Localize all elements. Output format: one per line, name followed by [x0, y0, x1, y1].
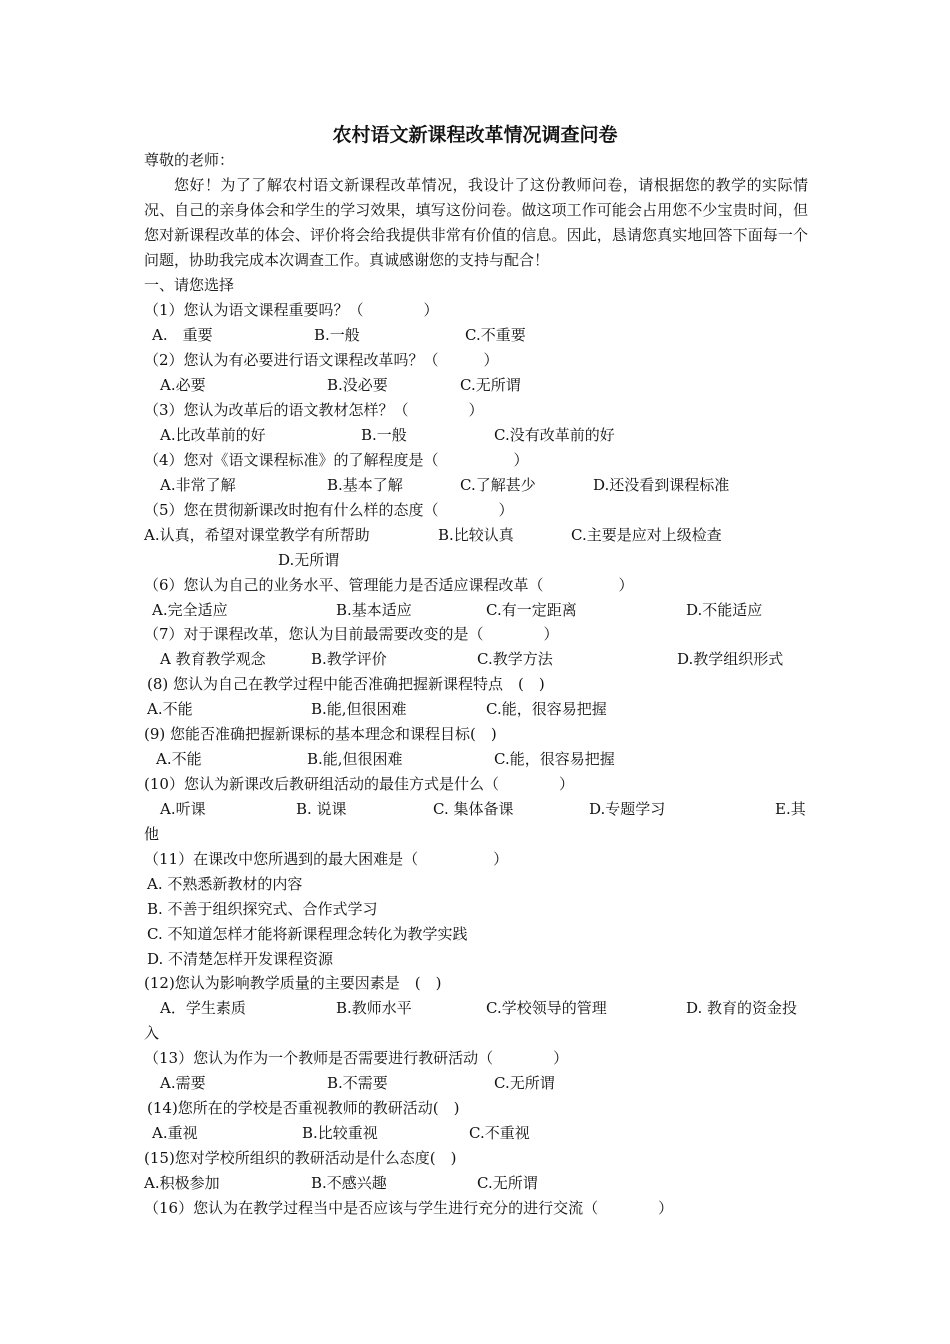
q12-option-b: B.教师水平 — [336, 999, 412, 1017]
question-10: (10）您认为新课改后教研组活动的最佳方式是什么（ ） — [144, 775, 574, 793]
q3-option-a: A.比改革前的好 — [160, 426, 266, 444]
question-11: （11）在课改中您所遇到的最大困难是（ ） — [144, 850, 509, 868]
q7-option-b: B.教学评价 — [311, 650, 387, 668]
q12-option-d-cont: 入 — [144, 1024, 160, 1042]
q10-option-d: D.专题学习 — [589, 800, 666, 818]
q4-option-c: C.了解甚少 — [460, 476, 536, 494]
q12-option-a: A．学生素质 — [160, 999, 246, 1017]
q5-option-a: A.认真，希望对课堂教学有所帮助 — [144, 526, 370, 544]
greeting: 尊敬的老师： — [144, 151, 235, 169]
q10-option-b: B. 说课 — [296, 800, 347, 818]
question-6: （6）您认为自己的业务水平、管理能力是否适应课程改革（ ） — [144, 576, 634, 594]
q3-option-b: B.一般 — [361, 426, 407, 444]
q2-option-c: C.无所谓 — [460, 376, 521, 394]
q15-option-c: C.无所谓 — [477, 1174, 538, 1192]
question-1: （1）您认为语文课程重要吗？（ ） — [144, 301, 439, 319]
question-9: (9) 您能否准确把握新课标的基本理念和课程目标( ) — [144, 725, 497, 743]
q7-option-d: D.教学组织形式 — [677, 650, 784, 668]
q13-option-a: A.需要 — [160, 1074, 206, 1092]
q8-option-a: A.不能 — [147, 700, 193, 718]
question-7: （7）对于课程改革，您认为目前最需要改变的是（ ） — [144, 625, 559, 643]
q14-option-c: C.不重视 — [469, 1124, 530, 1142]
document-title: 农村语文新课程改革情况调查问卷 — [332, 124, 618, 146]
q9-option-c: C.能，很容易把握 — [494, 750, 615, 768]
q8-option-c: C.能，很容易把握 — [486, 700, 607, 718]
q2-option-a: A.必要 — [160, 376, 206, 394]
question-16: （16）您认为在教学过程当中是否应该与学生进行充分的进行交流（ ） — [144, 1199, 674, 1217]
question-13: （13）您认为作为一个教师是否需要进行教研活动（ ） — [144, 1049, 569, 1067]
q4-option-d: D.还没看到课程标准 — [593, 476, 730, 494]
q2-option-b: B.没必要 — [327, 376, 388, 394]
q7-option-a: A 教育教学观念 — [160, 650, 266, 668]
q5-option-d: D.无所谓 — [278, 551, 340, 569]
q11-option-a: A. 不熟悉新教材的内容 — [147, 875, 303, 893]
q4-option-b: B.基本了解 — [327, 476, 403, 494]
question-12: (12)您认为影响教学质量的主要因素是 ( ) — [144, 974, 442, 992]
q11-option-d: D. 不清楚怎样开发课程资源 — [147, 950, 334, 968]
q7-option-c: C.教学方法 — [477, 650, 553, 668]
q8-option-b: B.能,但很困难 — [311, 700, 407, 718]
q9-option-b: B.能,但很困难 — [307, 750, 403, 768]
q6-option-c: C.有一定距离 — [486, 601, 577, 619]
q11-option-c: C. 不知道怎样才能将新课程理念转化为教学实践 — [147, 925, 468, 943]
q14-option-b: B.比较重视 — [302, 1124, 378, 1142]
q10-option-a: A.听课 — [160, 800, 206, 818]
q9-option-a: A.不能 — [156, 750, 202, 768]
q12-option-c: C.学校领导的管理 — [486, 999, 607, 1017]
question-8: (8) 您认为自己在教学过程中能否准确把握新课程特点 ( ) — [147, 675, 545, 693]
q5-option-b: B.比较认真 — [438, 526, 514, 544]
q6-option-b: B.基本适应 — [336, 601, 412, 619]
q5-option-c: C.主要是应对上级检查 — [571, 526, 722, 544]
q15-option-a: A.积极参加 — [144, 1174, 220, 1192]
question-2: （2）您认为有必要进行语文课程改革吗？（ ） — [144, 351, 499, 369]
q10-option-e-cont: 他 — [144, 825, 160, 843]
question-14: (14)您所在的学校是否重视教师的教研活动( ) — [147, 1099, 460, 1117]
q14-option-a: A.重视 — [152, 1124, 198, 1142]
q10-option-e: E.其 — [775, 800, 806, 818]
q6-option-d: D.不能适应 — [686, 601, 763, 619]
q1-option-a: A. 重要 — [152, 326, 213, 344]
question-15: (15)您对学校所组织的教研活动是什么态度( ) — [144, 1149, 457, 1167]
q4-option-a: A.非常了解 — [160, 476, 236, 494]
intro-paragraph: 您好！为了了解农村语文新课程改革情况，我设计了这份教师问卷，请根据您的教学的实际情况、自己的亲身体会和学生的学习效果，填写这份问卷。做这项工作可能会占用您不少宝贵时间，但您对新课程改革的体会、评价将会给我提供非常有价值的信息。因此，恳请您真实地回答下面每一个问题，协助我完成本次调查工作。真诚感谢您的支持与配合！ — [144, 176, 808, 269]
q1-option-b: B.一般 — [314, 326, 360, 344]
q10-option-c: C. 集体备课 — [433, 800, 514, 818]
question-5: （5）您在贯彻新课改时抱有什么样的态度（ ） — [144, 501, 514, 519]
question-4: （4）您对《语文课程标准》的了解程度是（ ） — [144, 451, 529, 469]
q1-option-c: C.不重要 — [465, 326, 526, 344]
q15-option-b: B.不感兴趣 — [311, 1174, 387, 1192]
question-3: （3）您认为改革后的语文教材怎样？（ ） — [144, 401, 484, 419]
q3-option-c: C.没有改革前的好 — [494, 426, 615, 444]
q11-option-b: B. 不善于组织探究式、合作式学习 — [147, 900, 378, 918]
q13-option-b: B.不需要 — [327, 1074, 388, 1092]
q13-option-c: C.无所谓 — [494, 1074, 555, 1092]
q6-option-a: A.完全适应 — [152, 601, 228, 619]
section-heading: 一、请您选择 — [144, 276, 235, 294]
q12-option-d: D. 教育的资金投 — [686, 999, 798, 1017]
